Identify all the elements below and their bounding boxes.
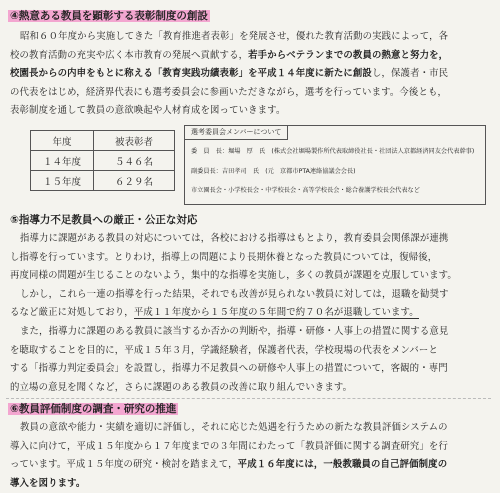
text-line: また，指導力に課題のある教員に該当するか否かの判断や，指導・研修・人事上の措置に関する意見 — [20, 325, 449, 337]
table-cell: １５年度 — [31, 171, 94, 191]
section-title — [8, 9, 210, 23]
committee-member-row: 副委員長：吉田孝司 氏 (元 京都市PTA連絡協議会会長) — [191, 168, 356, 175]
text-span: 表彰制度を通して教員の意欲喚起や人材育成を図っていきます。 — [10, 105, 286, 117]
table-cell: ５４６名 — [94, 151, 175, 171]
awardees-table — [30, 130, 175, 191]
table-header: 年度 — [31, 131, 94, 151]
text-line: 再度同様の問題が生じることのないよう，集中的な指導を実施し，多くの教員が課題を克服しています。 — [10, 270, 457, 282]
section-title — [8, 402, 178, 416]
section-title-text: ④熱意ある教員を顕彰する表彰制度の創設 — [10, 10, 208, 22]
text-line — [10, 304, 457, 323]
section-body — [10, 419, 448, 493]
bold-text: 導入を図ります。 — [10, 477, 86, 489]
text-line — [10, 456, 448, 475]
section-title-text: ⑥教員評価制度の調査・研究の推進 — [10, 403, 177, 415]
section-title-text: ⑤指導力不足教員への厳正・公正な対応 — [10, 214, 198, 226]
text-line — [10, 475, 448, 493]
text-line: 的立場の意見を聞くなど，さらに課題のある教員の改善に取り組んでいきます。 — [10, 381, 353, 393]
text-span: 教員の意欲や能力・実績を適切に評価し，それに応じた処遇を行うための新たな教員評価システムの — [20, 422, 448, 433]
text-line — [10, 84, 448, 103]
underlined-text: 平成１１年度から１５年度の５年間で約７０名が退職しています。 — [133, 307, 419, 319]
table-cell: ６２９名 — [94, 171, 175, 191]
text-span: るなど厳正に対処しており， — [10, 307, 134, 319]
bold-text: 若手からベテランまでの教員の熱意と努力を， — [248, 49, 449, 61]
committee-member-row: 委 員 長：堀場 厚 氏 (株式会社堀場製作所代表取締役社長・社団法人京都経済同友会代表幹事) — [191, 148, 475, 155]
text-line — [10, 28, 448, 47]
text-span: の代表をはじめ，経済界代表にも選考委員会に参画いただきながら，選考を行っています。今後とも， — [10, 86, 448, 98]
section-title — [8, 213, 199, 227]
bold-text: 校園長からの内申をもとに称える「教育実践功績表彰」を平成１４年度に新たに創設 — [10, 68, 372, 80]
table-row — [31, 171, 175, 191]
section-body — [10, 28, 448, 121]
table-cell: １４年度 — [31, 151, 94, 171]
section-body — [10, 230, 457, 397]
table-header-row — [31, 131, 175, 151]
text-line: する「指導力判定委員会」を設置し，指導力不足教員への研修や人事上の措置について，客観的・専門 — [10, 363, 448, 375]
text-line — [10, 65, 448, 84]
text-line — [10, 47, 448, 66]
text-span: 校の教育活動の充実や広く本市教育の発展へ貢献する， — [10, 49, 249, 61]
text-span: 導入に向けて，平成１５年度から１７年度までの３年間にわたって「教員評価に関する調査研究」を行 — [10, 440, 448, 452]
text-line: し指導を行っています。とりわけ，指導上の問題により長期休養となった教員については，復帰後， — [10, 251, 438, 263]
table-row — [31, 151, 175, 171]
table-header: 被表彰者 — [94, 131, 175, 151]
bold-text: 平成１６年度には，一般教職員の自己評価制度の — [237, 459, 448, 471]
text-span: っています。平成１５年度の研究・検討を踏まえて， — [10, 459, 238, 471]
divider — [6, 398, 491, 399]
text-line — [10, 102, 448, 121]
text-line: 指導力に課題がある教員の対応については，各校における指導はもとより，教育委員会関係課が連携 — [20, 233, 449, 244]
text-span: し，保護者・市民 — [371, 68, 449, 80]
committee-member-row: 市立園長会・小学校長会・中学校長会・高等学校長会・総合養護学校長会代表など — [191, 187, 420, 194]
committee-members-box — [184, 125, 486, 205]
text-line — [10, 438, 448, 457]
text-span: 昭和６０年度から実施してきた「教育推進者表彰」を発展させ，優れた教育活動の実践によって，各 — [20, 31, 449, 42]
committee-box-title: 選考委員会メンバーについて — [185, 126, 288, 140]
text-line: しかし，これら一連の指導を行った結果，それでも改善が見られない教員に対しては，退職を勧奨す — [20, 288, 449, 300]
text-line — [10, 419, 448, 438]
text-line: を聴取することを目的に，平成１５年３月，学識経験者，保護者代表，学校現場の代表をメンバーと — [10, 344, 438, 356]
